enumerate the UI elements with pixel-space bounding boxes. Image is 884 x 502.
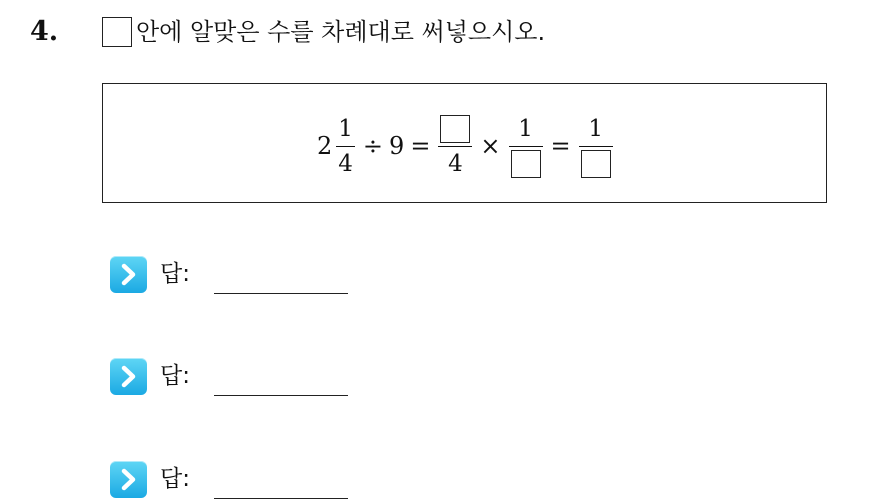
fraction-numerator: 1 [588,115,603,142]
fraction-one-over-blank [509,112,543,181]
fraction-numerator: 1 [338,115,353,142]
fraction-one-quarter [336,112,355,181]
answer-blank-line[interactable] [214,498,348,499]
answer-row-1 [110,256,370,296]
chevron-right-icon [110,461,147,498]
blank-input-box[interactable] [440,115,470,143]
question-instruction-line [102,14,545,50]
fraction-denominator: 4 [448,150,463,177]
fraction-blank-over-four [438,112,472,181]
equation [317,108,615,184]
answer-label: 답: [160,466,190,492]
chevron-right-icon [110,256,147,293]
fraction-numerator: 1 [518,115,533,142]
blank-input-box[interactable] [511,150,541,178]
blank-input-box[interactable] [581,150,611,178]
chevron-right-icon [110,358,147,395]
answer-label: 답: [160,363,190,389]
fraction-denominator [579,147,613,181]
equals-sign: = [550,132,571,160]
fraction-numerator [438,112,472,146]
blank-box-icon [102,17,132,47]
divide-sign: ÷ [362,132,384,160]
equals-sign: = [410,132,431,160]
question-instruction: 안에 알맞은 수를 차례대로 써넣으시오. [136,18,546,46]
mixed-whole-number: 2 [317,132,333,160]
answer-label: 답: [160,261,190,287]
answer-blank-line[interactable] [214,293,348,294]
divisor: 9 [389,132,405,160]
answer-row-3 [110,461,370,501]
question-number: 4. [30,16,59,47]
fraction-denominator: 4 [338,150,353,177]
fraction-one-over-blank-result [579,112,613,181]
times-sign: × [480,132,501,160]
fraction-denominator [509,147,543,181]
answer-blank-line[interactable] [214,395,348,396]
answer-row-2 [110,358,370,398]
